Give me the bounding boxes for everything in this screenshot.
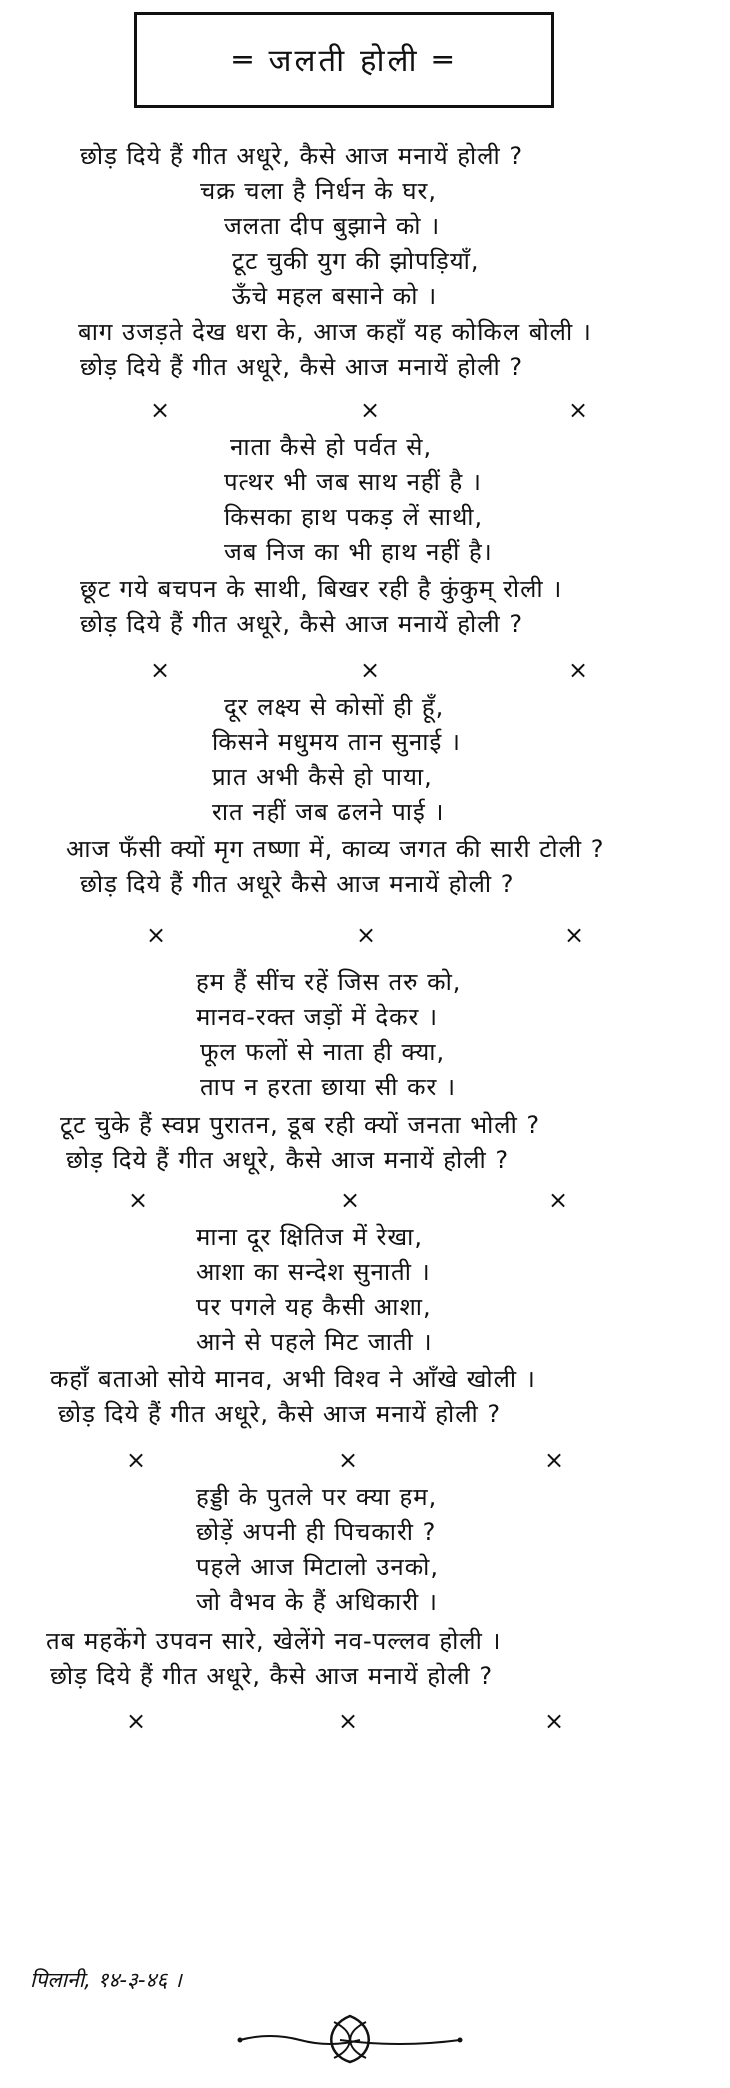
separator-mark: × — [126, 1707, 147, 1735]
verse-line: टूट चुकी युग की झोपड़ियाँ, — [232, 247, 480, 275]
verse-line: ऊँचे महल बसाने को । — [232, 282, 438, 310]
separator-mark: × — [150, 656, 171, 684]
refrain-line: छोड़ दिये हैं गीत अधूरे, कैसे आज मनायें होली ? — [80, 610, 524, 638]
separator-mark: × — [338, 1446, 359, 1474]
verse-line: हड्डी के पुतले पर क्या हम, — [196, 1483, 438, 1511]
verse-line: छोड़ें अपनी ही पिचकारी ? — [196, 1518, 437, 1546]
verse-line: आशा का सन्देश सुनाती । — [196, 1258, 431, 1286]
verse-line: माना दूर क्षितिज में रेखा, — [196, 1223, 423, 1251]
verse-line: बाग उजड़ते देख धरा के, आज कहाँ यह कोकिल बोली । — [78, 318, 592, 346]
separator-mark: × — [128, 1186, 149, 1214]
separator-mark: × — [360, 396, 381, 424]
verse-line: फूल फलों से नाता ही क्या, — [200, 1038, 446, 1066]
separator-mark: × — [360, 656, 381, 684]
verse-line: जब निज का भी हाथ नहीं है। — [224, 538, 493, 566]
verse-line: जो वैभव के हैं अधिकारी । — [196, 1588, 438, 1616]
verse-line: मानव-रक्त जड़ों में देकर । — [196, 1003, 439, 1031]
refrain-line: छोड़ दिये हैं गीत अधूरे, कैसे आज मनायें होली ? — [66, 1146, 510, 1174]
verse-line: चक्र चला है निर्धन के घर, — [200, 177, 437, 205]
refrain-line: छोड़ दिये हैं गीत अधूरे, कैसे आज मनायें होली ? — [80, 142, 524, 170]
verse-line: आज फँसी क्यों मृग तष्णा में, काव्य जगत की सारी टोली ? — [66, 835, 605, 863]
separator-mark: × — [340, 1186, 361, 1214]
title-left-mark: ═ — [233, 42, 255, 78]
title-right-mark: ═ — [433, 42, 455, 78]
verse-line: प्रात अभी कैसे हो पाया, — [212, 763, 433, 791]
verse-line: दूर लक्ष्य से कोसों ही हूँ, — [224, 693, 445, 721]
verse-line: टूट चुके हैं स्वप्न पुरातन, डूब रही क्यों जनता भोली ? — [60, 1111, 541, 1139]
title-box — [134, 12, 554, 108]
separator-mark: × — [568, 396, 589, 424]
verse-line: जलता दीप बुझाने को । — [224, 212, 441, 240]
verse-line: आने से पहले मिट जाती । — [196, 1328, 433, 1356]
verse-line: पत्थर भी जब साथ नहीं है । — [224, 468, 482, 496]
refrain-line: छोड़ दिये हैं गीत अधूरे, कैसे आज मनायें होली ? — [58, 1400, 502, 1428]
verse-line: पर पगले यह कैसी आशा, — [196, 1293, 432, 1321]
verse-line: कहाँ बताओ सोये मानव, अभी विश्व ने आँखे खोली । — [50, 1365, 536, 1393]
refrain-line: छोड़ दिये हैं गीत अधूरे कैसे आज मनायें होली ? — [80, 870, 515, 898]
separator-mark: × — [564, 921, 585, 949]
verse-line: छूट गये बचपन के साथी, बिखर रही है कुंकुम् रोली । — [80, 575, 563, 603]
verse-line: किसका हाथ पकड़ लें साथी, — [224, 503, 484, 531]
poem-title: जलती होली — [268, 43, 420, 79]
flourish-ornament — [230, 2008, 470, 2068]
separator-mark: × — [146, 921, 167, 949]
refrain-line: छोड़ दिये हैं गीत अधूरे, कैसे आज मनायें होली ? — [80, 353, 524, 381]
separator-mark: × — [544, 1707, 565, 1735]
verse-line: हम हैं सींच रहें जिस तरु को, — [196, 968, 462, 996]
verse-line: ताप न हरता छाया सी कर । — [200, 1073, 457, 1101]
place-date-signature: पिलानी, १४-३-४६ । — [30, 1968, 182, 1992]
verse-line: रात नहीं जब ढलने पाई । — [212, 798, 445, 826]
refrain-line: छोड़ दिये हैं गीत अधूरे, कैसे आज मनायें होली ? — [50, 1662, 494, 1690]
separator-mark: × — [548, 1186, 569, 1214]
separator-mark: × — [126, 1446, 147, 1474]
verse-line: किसने मधुमय तान सुनाई । — [212, 728, 461, 756]
verse-line: तब महकेंगे उपवन सारे, खेलेंगे नव-पल्लव होली । — [46, 1627, 502, 1655]
separator-mark: × — [338, 1707, 359, 1735]
separator-mark: × — [568, 656, 589, 684]
verse-line: पहले आज मिटालो उनको, — [196, 1553, 439, 1581]
separator-mark: × — [356, 921, 377, 949]
separator-mark: × — [544, 1446, 565, 1474]
separator-mark: × — [150, 396, 171, 424]
verse-line: नाता कैसे हो पर्वत से, — [230, 433, 433, 461]
